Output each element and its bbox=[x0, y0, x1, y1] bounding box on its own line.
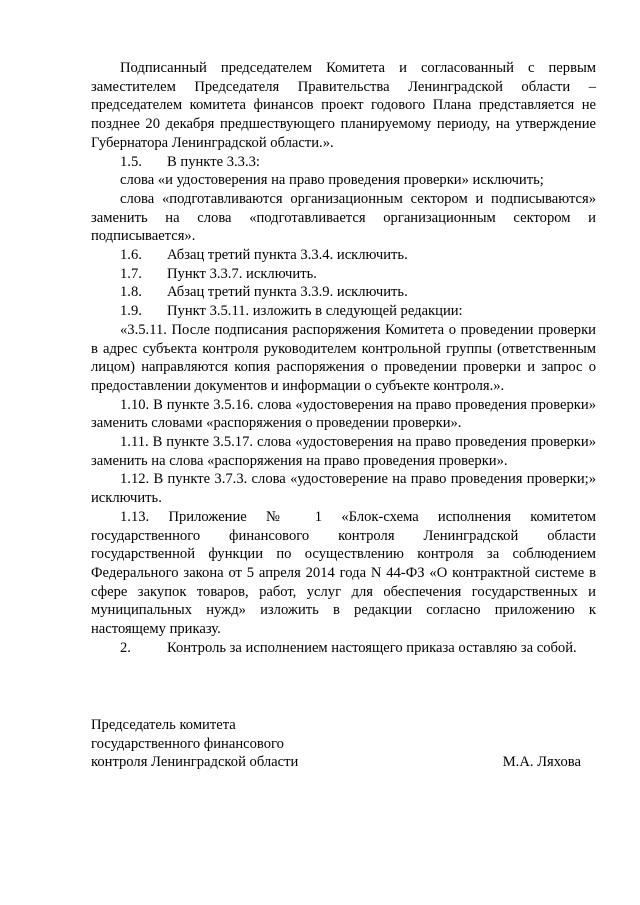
item-text: Пункт 3.5.11. изложить в следующей редакции: bbox=[167, 303, 463, 320]
signatory-name: М.А. Ляхова bbox=[502, 754, 581, 771]
document-body bbox=[91, 59, 596, 658]
signature-title-line-3: контроля Ленинградской области bbox=[91, 754, 299, 771]
paragraph-1-10: 1.10. В пункте 3.5.16. слова «удостоверения на право проведения проверки» заменить словами «распоряжения о проведении проверки». bbox=[91, 396, 596, 432]
item-number: 1.9. bbox=[120, 303, 142, 320]
list-item-2 bbox=[91, 639, 596, 658]
paragraph-plan-approval: Подписанный председателем Комитета и согласованный с первым заместителем Председателя Правительства Ленинградской области – председателем комитета финансов проект годового Плана представляется не позднее 20 декабря предшествующего планируемому периоду, на утверждение Губернатора Ленинградской области.». bbox=[91, 60, 596, 151]
item-number: 1.8. bbox=[120, 284, 142, 301]
list-item-1-7 bbox=[91, 265, 596, 284]
item-text: В пункте 3.3.3: bbox=[167, 153, 260, 170]
paragraph-3-5-11: «3.5.11. После подписания распоряжения Комитета о проведении проверки в адрес субъекта контроля руководителем контрольной группы (ответственным лицом) направляются копия распоряжения о проведении проверки и запрос о предоставлении документов и информации о субъекте контроля.». bbox=[91, 321, 596, 394]
paragraph-1-13: 1.13. Приложение № 1 «Блок-схема исполнения комитетом государственного финансового контроля Ленинградской области государственной функции по осуществлению контроля за соблюдением Федерального закона от 5 апреля 2014 года N 44-ФЗ «О контрактной системе в сфере закупок товаров, работ, услуг для обеспечения государственных и муниципальных нужд» изложить в редакции согласно приложению к настоящему приказу. bbox=[91, 508, 596, 638]
paragraph-1-5-b: слова «подготавливаются организационным сектором и подписываются» заменить на слова «подготавливается организационным сектором и подписывается». bbox=[91, 190, 596, 245]
item-number: 2. bbox=[120, 639, 131, 656]
item-text: Пункт 3.3.7. исключить. bbox=[167, 265, 317, 282]
item-text: Контроль за исполнением настоящего приказа оставляю за собой. bbox=[167, 639, 577, 656]
signature-last-line bbox=[91, 753, 581, 772]
item-number: 1.7. bbox=[120, 265, 142, 282]
signature-title-line-2: государственного финансового bbox=[91, 735, 284, 752]
item-number: 1.5. bbox=[120, 153, 142, 170]
item-text: Абзац третий пункта 3.3.9. исключить. bbox=[167, 284, 408, 301]
item-number: 1.6. bbox=[120, 247, 142, 264]
list-item-1-5 bbox=[91, 153, 596, 172]
signature-block bbox=[91, 716, 581, 772]
list-item-1-6 bbox=[91, 246, 596, 265]
paragraph-1-12: 1.12. В пункте 3.7.3. слова «удостоверение на право проведения проверки;» исключить. bbox=[91, 471, 596, 507]
list-item-1-9 bbox=[91, 302, 596, 321]
item-text: Абзац третий пункта 3.3.4. исключить. bbox=[167, 247, 408, 264]
list-item-1-8 bbox=[91, 283, 596, 302]
paragraph-1-5-a: слова «и удостоверения на право проведения проверки» исключить; bbox=[120, 172, 544, 189]
signature-title-line-1: Председатель комитета bbox=[91, 717, 236, 733]
paragraph-1-11: 1.11. В пункте 3.5.17. слова «удостоверения на право проведения проверки» заменить на слова «распоряжения на право проведения проверки». bbox=[91, 434, 596, 469]
